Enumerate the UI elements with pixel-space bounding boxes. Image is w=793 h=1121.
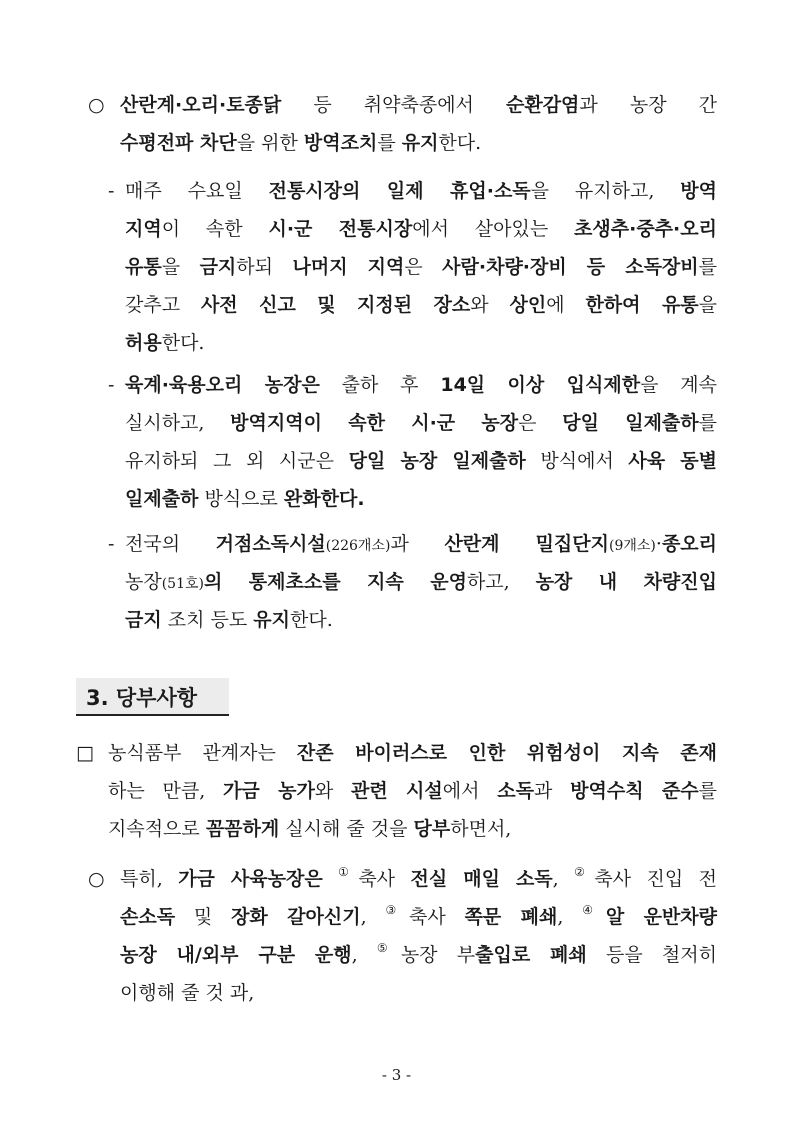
count-note: (9개소) xyxy=(609,538,656,554)
p4-line-2 xyxy=(125,563,717,603)
plain-text: 에서 살아있는 xyxy=(412,218,575,240)
plain-text: 과 농장 간 xyxy=(579,94,717,116)
plain-text: 등 취약축종에서 xyxy=(281,94,506,116)
plain-text: 방식에서 xyxy=(525,450,629,472)
plain-text: , xyxy=(351,944,377,966)
emphasis-text: 사전 신고 및 지정된 장소 xyxy=(200,294,471,316)
plain-text: 축사 진입 전 xyxy=(594,868,717,890)
plain-text: 농장 xyxy=(125,571,162,593)
emphasis-text: 나머지 지역 xyxy=(292,256,405,278)
plain-text: · xyxy=(655,533,662,555)
p1-line-2 xyxy=(120,124,717,162)
plain-text: , xyxy=(360,906,386,928)
circled-number: ③ xyxy=(385,902,410,917)
emphasis-text: 쪽문 폐쇄 xyxy=(464,906,558,928)
plain-text: 하고, xyxy=(466,571,536,593)
p5-line-1 xyxy=(108,734,717,772)
emphasis-text: 꼼꼼하게 xyxy=(205,818,280,840)
emphasis-text: 수평전파 차단 xyxy=(120,132,237,154)
plain-text: 를 xyxy=(698,412,717,434)
emphasis-text: 산란계 밀집단지 xyxy=(444,533,609,555)
emphasis-text: 방역 xyxy=(680,180,718,202)
section-heading-text: 3. 당부사항 xyxy=(86,686,198,710)
emphasis-text: 한하여 유통 xyxy=(585,294,699,316)
p4-line-1 xyxy=(125,525,717,565)
circle-bullet: ○ xyxy=(88,868,105,890)
dash-bullet: - xyxy=(108,374,115,396)
emphasis-text: 가금 농가 xyxy=(223,780,315,802)
plain-text: 지속적으로 xyxy=(108,818,206,840)
p5-line-3 xyxy=(108,810,717,848)
emphasis-text: 일제출하 xyxy=(125,488,199,510)
emphasis-text: 사육 동별 xyxy=(628,450,717,472)
plain-text: 하되 xyxy=(236,256,293,278)
count-note: (226개소) xyxy=(325,538,391,554)
emphasis-text: 사람·차량·장비 등 소독장비 xyxy=(442,256,699,278)
plain-text: 및 xyxy=(175,906,232,928)
emphasis-text: 출입로 폐쇄 xyxy=(475,944,587,966)
emphasis-text: 당부 xyxy=(413,818,451,840)
emphasis-text: 관련 시설 xyxy=(350,780,443,802)
plain-text: 특히, xyxy=(120,868,179,890)
emphasis-text: 지역 xyxy=(125,218,162,240)
plain-text: 은 xyxy=(518,412,563,434)
plain-text: 에 xyxy=(546,294,586,316)
plain-text: 조치 등도 xyxy=(161,609,254,631)
emphasis-text: 거점소독시설 xyxy=(215,533,326,555)
emphasis-text: 유지 xyxy=(253,609,290,631)
square-bullet: □ xyxy=(76,742,94,764)
p3-line-1 xyxy=(125,366,717,404)
emphasis-text: 금지 xyxy=(199,256,237,278)
plain-text: 을 xyxy=(161,256,200,278)
emphasis-text: 손소독 xyxy=(120,906,176,928)
emphasis-text: 방역조치 xyxy=(303,132,378,154)
emphasis-text: 알 운반차량 xyxy=(605,906,717,928)
emphasis-text: 농장 내/외부 구분 운행 xyxy=(120,944,352,966)
plain-text: 등을 철저히 xyxy=(586,944,717,966)
plain-text: 한다. xyxy=(161,332,205,354)
plain-text: 에서 xyxy=(442,780,498,802)
emphasis-text: 육계·육용오리 농장은 xyxy=(125,374,320,396)
circle-bullet: ○ xyxy=(88,94,105,116)
plain-text: , xyxy=(557,906,583,928)
emphasis-text: 당일 농장 일제출하 xyxy=(348,450,526,472)
plain-text: 실시해 줄 것을 xyxy=(279,818,414,840)
emphasis-text: 방역수칙 준수 xyxy=(570,780,699,802)
plain-text: 한다. xyxy=(438,132,482,154)
plain-text: 축사 xyxy=(409,906,465,928)
count-note: (51호) xyxy=(161,576,204,592)
emphasis-text: 장화 갈아신기 xyxy=(231,906,361,928)
plain-text: 매주 수요일 xyxy=(125,180,269,202)
emphasis-text: 초생추·중추·오리 xyxy=(574,218,717,240)
dash-bullet: - xyxy=(108,533,115,555)
emphasis-text: 잔존 바이러스로 인한 위험성이 지속 존재 xyxy=(296,742,718,764)
p6-line-1 xyxy=(120,860,717,898)
plain-text: 하면서, xyxy=(450,818,512,840)
emphasis-text: 당일 일제출하 xyxy=(562,412,699,434)
emphasis-text: 금지 xyxy=(125,609,162,631)
plain-text: 한다. xyxy=(289,609,333,631)
plain-text: 이 속한 xyxy=(161,218,269,240)
emphasis-text: 순환감염 xyxy=(506,94,580,116)
plain-text: 은 xyxy=(404,256,443,278)
plain-text: 를 xyxy=(698,256,717,278)
plain-text: 을 xyxy=(698,294,718,316)
p5-line-2 xyxy=(108,772,717,810)
plain-text: 과 xyxy=(533,780,571,802)
emphasis-text: 전통시장의 일제 휴업·소독 xyxy=(268,180,531,202)
emphasis-text: 유지 xyxy=(401,132,439,154)
p3-line-4 xyxy=(125,480,717,518)
p6-line-2 xyxy=(120,898,717,936)
section-heading xyxy=(76,678,229,716)
circled-number: ⑤ xyxy=(376,940,401,955)
plain-text: 하는 만큼, xyxy=(108,780,224,802)
emphasis-text: 소독 xyxy=(497,780,534,802)
circled-number: ④ xyxy=(582,902,606,917)
plain-text: 을 위한 xyxy=(236,132,304,154)
p2-line-1 xyxy=(125,172,717,210)
circled-number: ① xyxy=(338,864,359,879)
emphasis-text: 방역지역이 속한 시·군 농장 xyxy=(230,412,519,434)
plain-text: , xyxy=(552,868,575,890)
p3-line-3 xyxy=(125,442,717,480)
emphasis-text: 시·군 전통시장 xyxy=(268,218,413,240)
emphasis-text: 14일 이상 입식제한 xyxy=(440,374,641,396)
plain-text: 방식으로 xyxy=(198,488,284,510)
plain-text: 농식품부 관계자는 xyxy=(108,742,297,764)
plain-text: 축사 xyxy=(358,868,411,890)
p1-line-1 xyxy=(120,86,717,124)
p6-line-4 xyxy=(120,974,717,1012)
plain-text xyxy=(323,868,338,890)
plain-text: 이행해 줄 것 과, xyxy=(120,982,255,1004)
dash-bullet: - xyxy=(108,180,115,202)
emphasis-text: 전실 매일 소독 xyxy=(410,868,553,890)
plain-text: 전국의 xyxy=(125,533,216,555)
plain-text: 를 xyxy=(698,780,717,802)
emphasis-text: 완화한다. xyxy=(283,488,365,510)
p3-line-2 xyxy=(125,404,717,442)
plain-text: 와 xyxy=(314,780,351,802)
plain-text: 갖추고 xyxy=(125,294,201,316)
plain-text: 농장 부 xyxy=(400,944,476,966)
emphasis-text: 가금 사육농장은 xyxy=(178,868,323,890)
p2-line-3 xyxy=(125,248,717,286)
emphasis-text: 허용 xyxy=(125,332,162,354)
p6-line-3 xyxy=(120,936,717,974)
page-number: - 3 - xyxy=(381,1066,412,1084)
plain-text: 와 xyxy=(470,294,510,316)
emphasis-text: 종오리 xyxy=(661,533,717,555)
p2-line-5 xyxy=(125,324,717,362)
plain-text: 유지하되 그 외 시군은 xyxy=(125,450,349,472)
p2-line-4 xyxy=(125,286,717,324)
plain-text: 을 유지하고, xyxy=(530,180,681,202)
p4-line-3 xyxy=(125,601,717,639)
plain-text: 출하 후 xyxy=(319,374,441,396)
emphasis-text: 의 통제초소를 지속 운영 xyxy=(203,571,467,593)
emphasis-text: 상인 xyxy=(509,294,547,316)
circled-number: ② xyxy=(574,864,595,879)
emphasis-text: 산란계·오리·토종닭 xyxy=(120,94,282,116)
emphasis-text: 유통 xyxy=(125,256,162,278)
plain-text: 을 계속 xyxy=(640,374,717,396)
plain-text: 과 xyxy=(390,533,445,555)
emphasis-text: 농장 내 차량진입 xyxy=(535,571,717,593)
p2-line-2 xyxy=(125,210,717,248)
plain-text: 를 xyxy=(377,132,402,154)
plain-text: 실시하고, xyxy=(125,412,231,434)
